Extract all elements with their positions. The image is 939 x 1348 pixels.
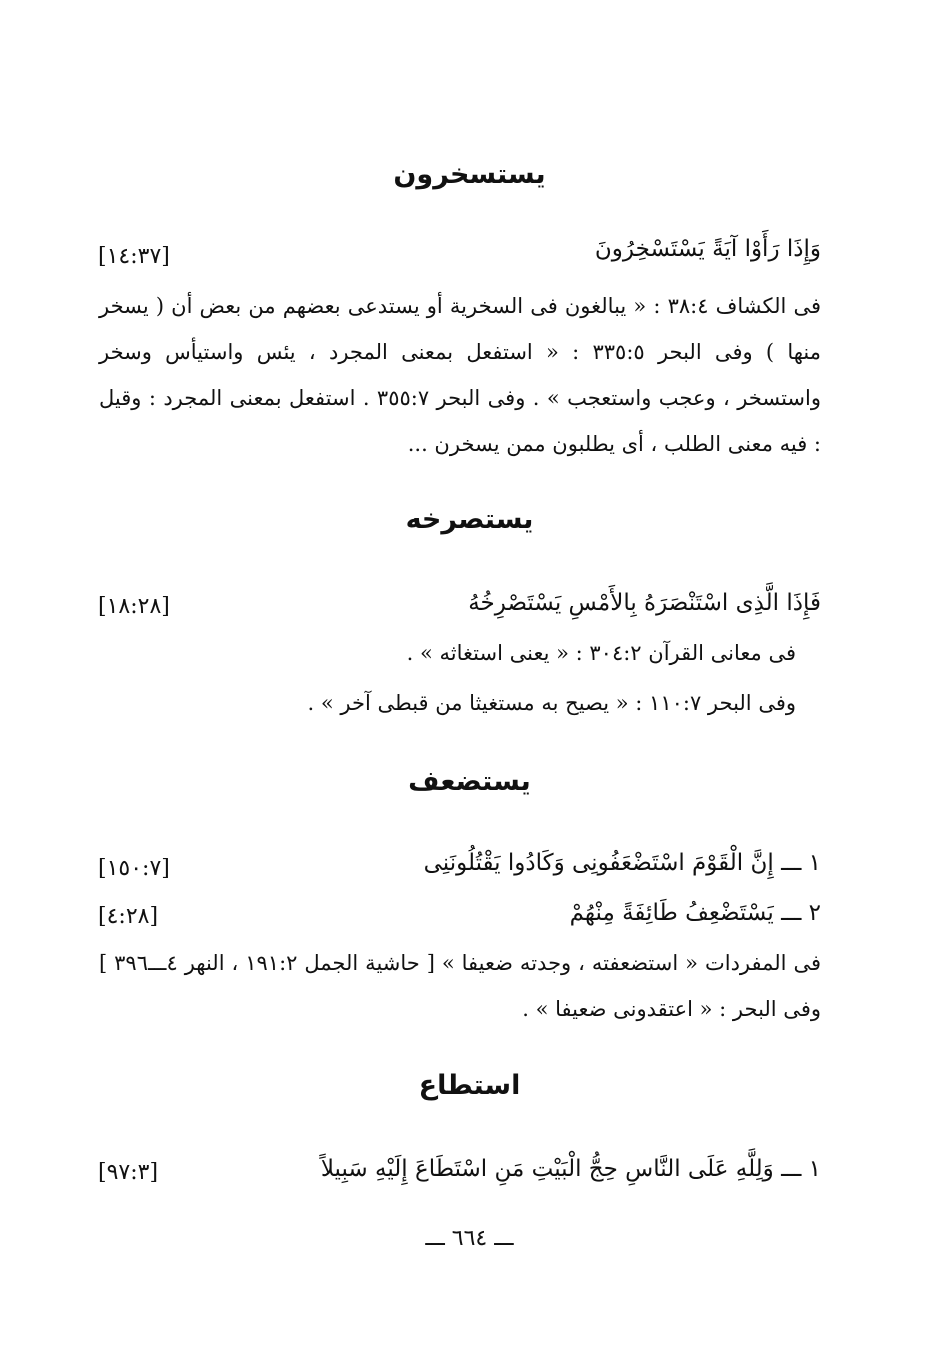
quran-verse: ١ ـــ وَلِلَّهِ عَلَى النَّاسِ حِجُّ الْبَيْتِ مَنِ اسْتَطَاعَ إِلَيْهِ سَبِيلاً xyxy=(320,1156,821,1182)
entry-heading-yastaskhirun: يستسخرون xyxy=(393,159,546,190)
quran-verse: ١ ـــ إِنَّ الْقَوْمَ اسْتَضْعَفُونِى وَكَادُوا يَقْتُلُونَنِى xyxy=(423,850,821,876)
verse-reference: [٤:٢٨] xyxy=(98,904,159,929)
verse-reference: [١٨:٢٨] xyxy=(98,594,170,619)
entry-heading-yastasrikhuhu: يستصرخه xyxy=(405,504,534,535)
page-number: ـــ ٦٦٤ ـــ xyxy=(425,1226,514,1251)
entry-heading-yastadif: يستضعف xyxy=(408,766,531,797)
quran-verse: وَإِذَا رَأَوْا آيَةً يَسْتَسْخِرُونَ xyxy=(594,236,821,262)
verse-reference: [١٤:٣٧] xyxy=(98,244,170,269)
entry-heading-istata: استطاع xyxy=(418,1070,521,1101)
quran-verse: فَإِذَا الَّذِى اسْتَنْصَرَهُ بِالأَمْسِ يَسْتَصْرِخُهُ xyxy=(468,590,821,616)
commentary-paragraph: فى الكشاف ٣٨:٤ : « يبالغون فى السخرية أو يستدعى بعضهم من بعض أن ( يسخر منها ) وفى البحر ٣٣٥:٥ : « استفعل بمعنى المجرد ، يئس واستيأس وسخر واستسخر ، وعجب واستعجب » . وفى البحر ٣٥٥:٧ . استفعل بمعنى المجرد : وقيل : فيه معنى الطلب ، أى يطلبون ممن يسخرن ... xyxy=(99,294,822,456)
verse-reference: [١٥٠:٧] xyxy=(98,856,170,881)
commentary-paragraph: فى المفردات « استضعفته ، وجدته ضعيفا » [ حاشية الجمل ١٩١:٢ ، النهر ٤ـــ٣٩٦ ] وفى البحر : « اعتقدونى ضعيفا » . xyxy=(99,951,821,1021)
commentary-line: وفى البحر ١١٠:٧ : « يصيح به مستغيثا من قبطى آخر » . xyxy=(307,691,796,715)
commentary-line: فى معانى القرآن ٣٠٤:٢ : « يعنى استغاثه » . xyxy=(406,641,796,665)
verse-reference: [٩٧:٣] xyxy=(98,1160,159,1185)
quran-verse: ٢ ـــ يَسْتَضْعِفُ طَائِفَةً مِنْهُمْ xyxy=(569,900,821,926)
